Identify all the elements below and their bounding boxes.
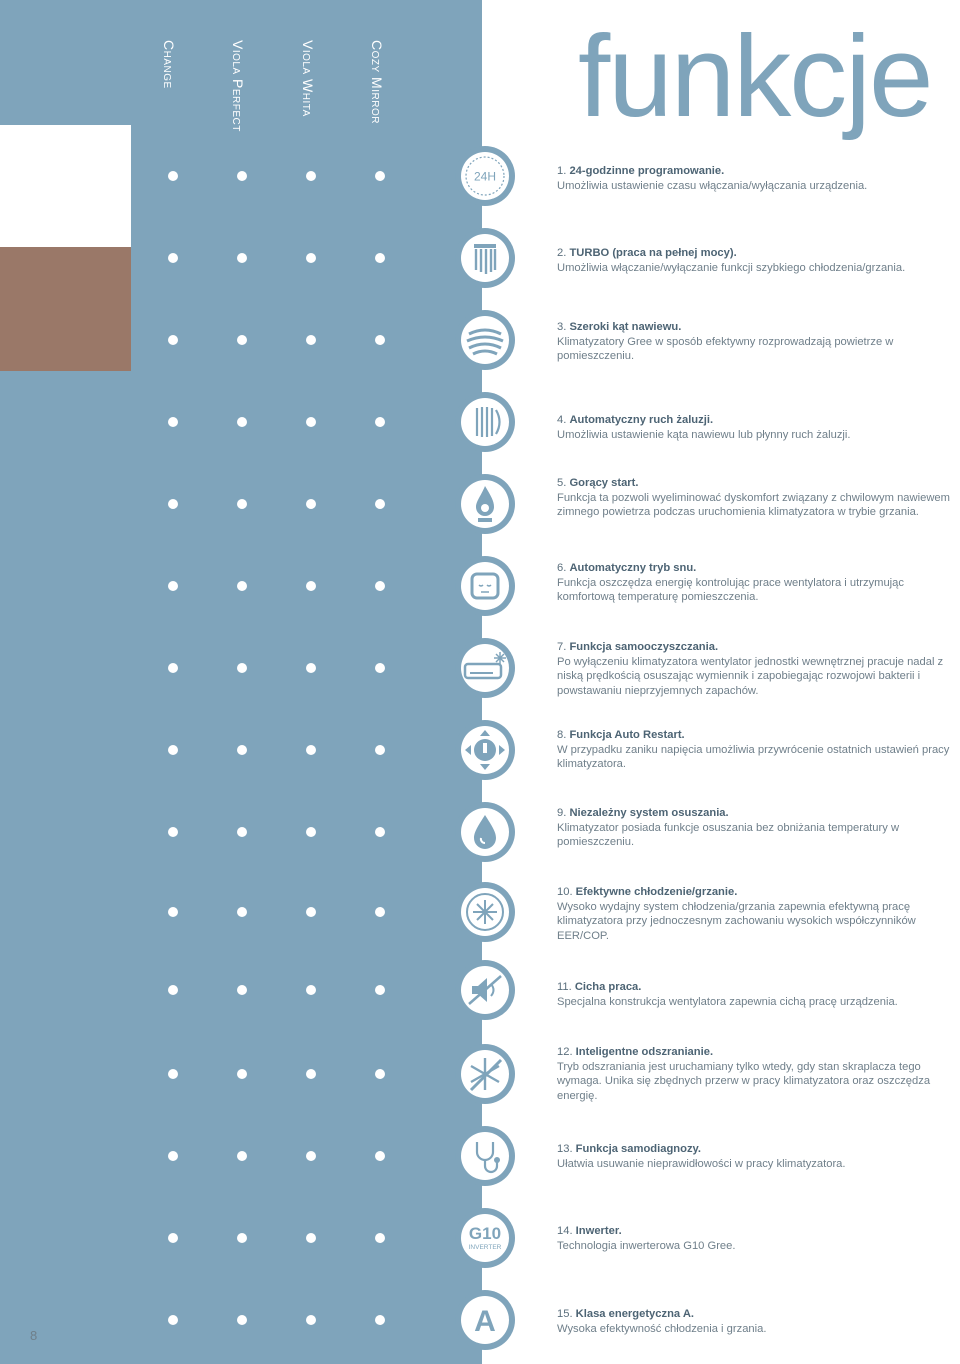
- availability-dot: [168, 417, 178, 427]
- clock-24h-icon: [455, 146, 515, 206]
- feature-2: [557, 246, 952, 275]
- feature-name: Szeroki kąt nawiewu.: [569, 321, 682, 333]
- availability-dot: [168, 1233, 178, 1243]
- availability-dot: [375, 253, 385, 263]
- availability-dot: [375, 581, 385, 591]
- availability-dot: [237, 335, 247, 345]
- availability-dot: [237, 745, 247, 755]
- feature-number: 9.: [557, 807, 567, 819]
- feature-name: Automatyczny ruch żaluzji.: [569, 414, 714, 426]
- availability-dot: [375, 1069, 385, 1079]
- feature-14: [557, 1224, 952, 1253]
- feature-description: Umożliwia włączanie/wyłączanie funkcji szybkiego chłodzenia/grzania.: [557, 261, 906, 274]
- feature-5: [557, 476, 952, 520]
- feature-name: 24-godzinne programowanie.: [569, 165, 725, 177]
- g10-inverter-icon: [455, 1208, 515, 1268]
- availability-dot: [306, 499, 316, 509]
- availability-dot: [168, 907, 178, 917]
- availability-dot: [237, 1315, 247, 1325]
- availability-dot: [168, 171, 178, 181]
- feature-4: [557, 413, 952, 442]
- availability-dot: [306, 1315, 316, 1325]
- availability-dot: [306, 581, 316, 591]
- feature-name: Gorący start.: [569, 477, 639, 489]
- feature-number: 8.: [557, 729, 567, 741]
- feature-number: 4.: [557, 414, 567, 426]
- feature-3: [557, 320, 952, 364]
- feature-description: Wysoka efektywność chłodzenia i grzania.: [557, 1322, 767, 1335]
- feature-number: 12.: [557, 1046, 573, 1058]
- model-label-change: Change: [161, 40, 177, 89]
- availability-dot: [237, 907, 247, 917]
- availability-dot: [306, 985, 316, 995]
- availability-dot: [168, 335, 178, 345]
- availability-dot: [306, 335, 316, 345]
- feature-name: Automatyczny tryb snu.: [569, 562, 697, 574]
- feature-number: 15.: [557, 1308, 573, 1320]
- auto-restart-icon: [455, 720, 515, 780]
- quiet-mute-icon: [455, 960, 515, 1020]
- self-clean-icon: [455, 638, 515, 698]
- louver-swing-icon: [455, 392, 515, 452]
- availability-dot: [375, 335, 385, 345]
- availability-dot: [375, 1315, 385, 1325]
- availability-dot: [375, 985, 385, 995]
- snowflake-sun-icon: [455, 882, 515, 942]
- availability-dot: [168, 253, 178, 263]
- availability-dot: [237, 985, 247, 995]
- feature-description: Specjalna konstrukcja wentylatora zapewnia cichą pracę urządzenia.: [557, 995, 898, 1008]
- availability-dot: [237, 827, 247, 837]
- feature-name: Funkcja Auto Restart.: [569, 729, 685, 741]
- availability-dot: [375, 499, 385, 509]
- color-swatch-brown: [0, 247, 131, 371]
- feature-name: Funkcja samodiagnozy.: [575, 1143, 702, 1155]
- feature-10: [557, 885, 952, 943]
- feature-number: 5.: [557, 477, 567, 489]
- feature-12: [557, 1045, 952, 1103]
- feature-name: Efektywne chłodzenie/grzanie.: [575, 886, 738, 898]
- availability-dot: [168, 745, 178, 755]
- feature-description: Wysoko wydajny system chłodzenia/grzania zapewnia efektywną pracę klimatyzatora przy jednoczesnym zachowaniu wysokich współczynników EER/COP.: [557, 900, 916, 942]
- availability-dot: [375, 907, 385, 917]
- availability-dot: [237, 499, 247, 509]
- feature-name: Inwerter.: [575, 1225, 622, 1237]
- feature-name: Funkcja samooczyszczania.: [569, 641, 719, 653]
- availability-dot: [237, 253, 247, 263]
- model-label-viola-perfect: Viola Perfect: [230, 40, 246, 132]
- feature-11: [557, 980, 952, 1009]
- availability-dot: [237, 581, 247, 591]
- stethoscope-icon: [455, 1126, 515, 1186]
- availability-dot: [375, 745, 385, 755]
- availability-dot: [306, 1233, 316, 1243]
- availability-dot: [306, 171, 316, 181]
- availability-dot: [168, 985, 178, 995]
- availability-dot: [375, 663, 385, 673]
- feature-description: Funkcja ta pozwoli wyeliminować dyskomfort związany z chwilowym nawiewem zimnego powietrza podczas uruchomienia klimatyzatora w trybie grzania.: [557, 491, 950, 518]
- icon-inverter-text: INVERTER: [468, 1244, 502, 1251]
- icon-g10-text: G10: [468, 1224, 502, 1243]
- availability-dot: [168, 1069, 178, 1079]
- feature-8: [557, 728, 952, 772]
- feature-description: W przypadku zaniku napięcia umożliwia przywrócenie ostatnich ustawień pracy klimatyzatora.: [557, 743, 950, 770]
- feature-number: 2.: [557, 247, 567, 259]
- feature-description: Technologia inwerterowa G10 Gree.: [557, 1239, 736, 1252]
- availability-dot: [168, 1151, 178, 1161]
- icon-24h-text: 24H: [473, 169, 497, 184]
- availability-dot: [168, 663, 178, 673]
- availability-dot: [168, 581, 178, 591]
- availability-dot: [237, 1233, 247, 1243]
- availability-dot: [306, 907, 316, 917]
- energy-class-a-icon: [455, 1290, 515, 1350]
- feature-number: 6.: [557, 562, 567, 574]
- availability-dot: [375, 417, 385, 427]
- feature-15: [557, 1307, 952, 1336]
- feature-13: [557, 1142, 952, 1171]
- availability-dot: [306, 1151, 316, 1161]
- availability-dot: [306, 1069, 316, 1079]
- availability-dot: [168, 1315, 178, 1325]
- availability-dot: [306, 827, 316, 837]
- feature-number: 10.: [557, 886, 573, 898]
- color-swatch-white: [0, 125, 131, 247]
- availability-dot: [375, 1233, 385, 1243]
- availability-dot: [375, 171, 385, 181]
- feature-description: Umożliwia ustawienie czasu włączania/wyłączania urządzenia.: [557, 179, 868, 192]
- feature-name: TURBO (praca na pełnej mocy).: [569, 247, 737, 259]
- availability-dot: [306, 253, 316, 263]
- sleep-mode-icon: [455, 556, 515, 616]
- model-label-viola-whita: Viola Whita: [300, 40, 316, 117]
- availability-dot: [168, 827, 178, 837]
- feature-description: Funkcja oszczędza energię kontrolując prace wentylatora i utrzymując komfortową temperaturę pomieszczenia.: [557, 576, 904, 603]
- dehumidify-drop-icon: [455, 802, 515, 862]
- defrost-icon: [455, 1044, 515, 1104]
- page-title: funkcje: [578, 11, 932, 141]
- feature-7: [557, 640, 952, 698]
- feature-description: Po wyłączeniu klimatyzatora wentylator jednostki wewnętrznej pracuje nadal z niską prędkością osuszając wymiennik i zapobiegając rozwojowi bakterii i powstawaniu nieprzyjemnych zapachów.: [557, 655, 944, 697]
- feature-number: 14.: [557, 1225, 573, 1237]
- feature-number: 1.: [557, 165, 567, 177]
- feature-description: Klimatyzatory Gree w sposób efektywny rozprowadzają powietrze w pomieszczeniu.: [557, 335, 894, 362]
- feature-name: Cicha praca.: [574, 981, 642, 993]
- feature-name: Niezależny system osuszania.: [569, 807, 729, 819]
- icon-a-text: A: [474, 1305, 496, 1338]
- availability-dot: [237, 1069, 247, 1079]
- availability-dot: [375, 1151, 385, 1161]
- availability-dot: [237, 663, 247, 673]
- feature-description: Ułatwia usuwanie nieprawidłowości w pracy klimatyzatora.: [557, 1157, 846, 1170]
- feature-description: Umożliwia ustawienie kąta nawiewu lub płynny ruch żaluzji.: [557, 428, 851, 441]
- feature-description: Klimatyzator posiada funkcje osuszania bez obniżania temperatury w pomieszczeniu.: [557, 821, 900, 848]
- availability-dot: [306, 417, 316, 427]
- model-label-cozy-mirror: Cozy Mirror: [369, 40, 385, 124]
- feature-name: Klasa energetyczna A.: [575, 1308, 695, 1320]
- feature-number: 7.: [557, 641, 567, 653]
- availability-dot: [237, 417, 247, 427]
- feature-number: 11.: [557, 981, 572, 993]
- hot-start-flame-icon: [455, 474, 515, 534]
- availability-dot: [237, 1151, 247, 1161]
- feature-6: [557, 561, 952, 605]
- feature-name: Inteligentne odszranianie.: [575, 1046, 714, 1058]
- page-number: 8: [30, 1328, 38, 1343]
- feature-number: 3.: [557, 321, 567, 333]
- availability-dot: [306, 663, 316, 673]
- turbo-icon: [455, 228, 515, 288]
- wide-airflow-icon: [455, 310, 515, 370]
- feature-9: [557, 806, 952, 850]
- feature-1: [557, 164, 952, 193]
- availability-dot: [237, 171, 247, 181]
- feature-number: 13.: [557, 1143, 573, 1155]
- availability-dot: [168, 499, 178, 509]
- availability-dot: [375, 827, 385, 837]
- feature-description: Tryb odszraniania jest uruchamiany tylko wtedy, gdy stan skraplacza tego wymaga. Unika się zbędnych przerw w pracy klimatyzatora oraz oszczędza energię.: [557, 1060, 931, 1102]
- availability-dot: [306, 745, 316, 755]
